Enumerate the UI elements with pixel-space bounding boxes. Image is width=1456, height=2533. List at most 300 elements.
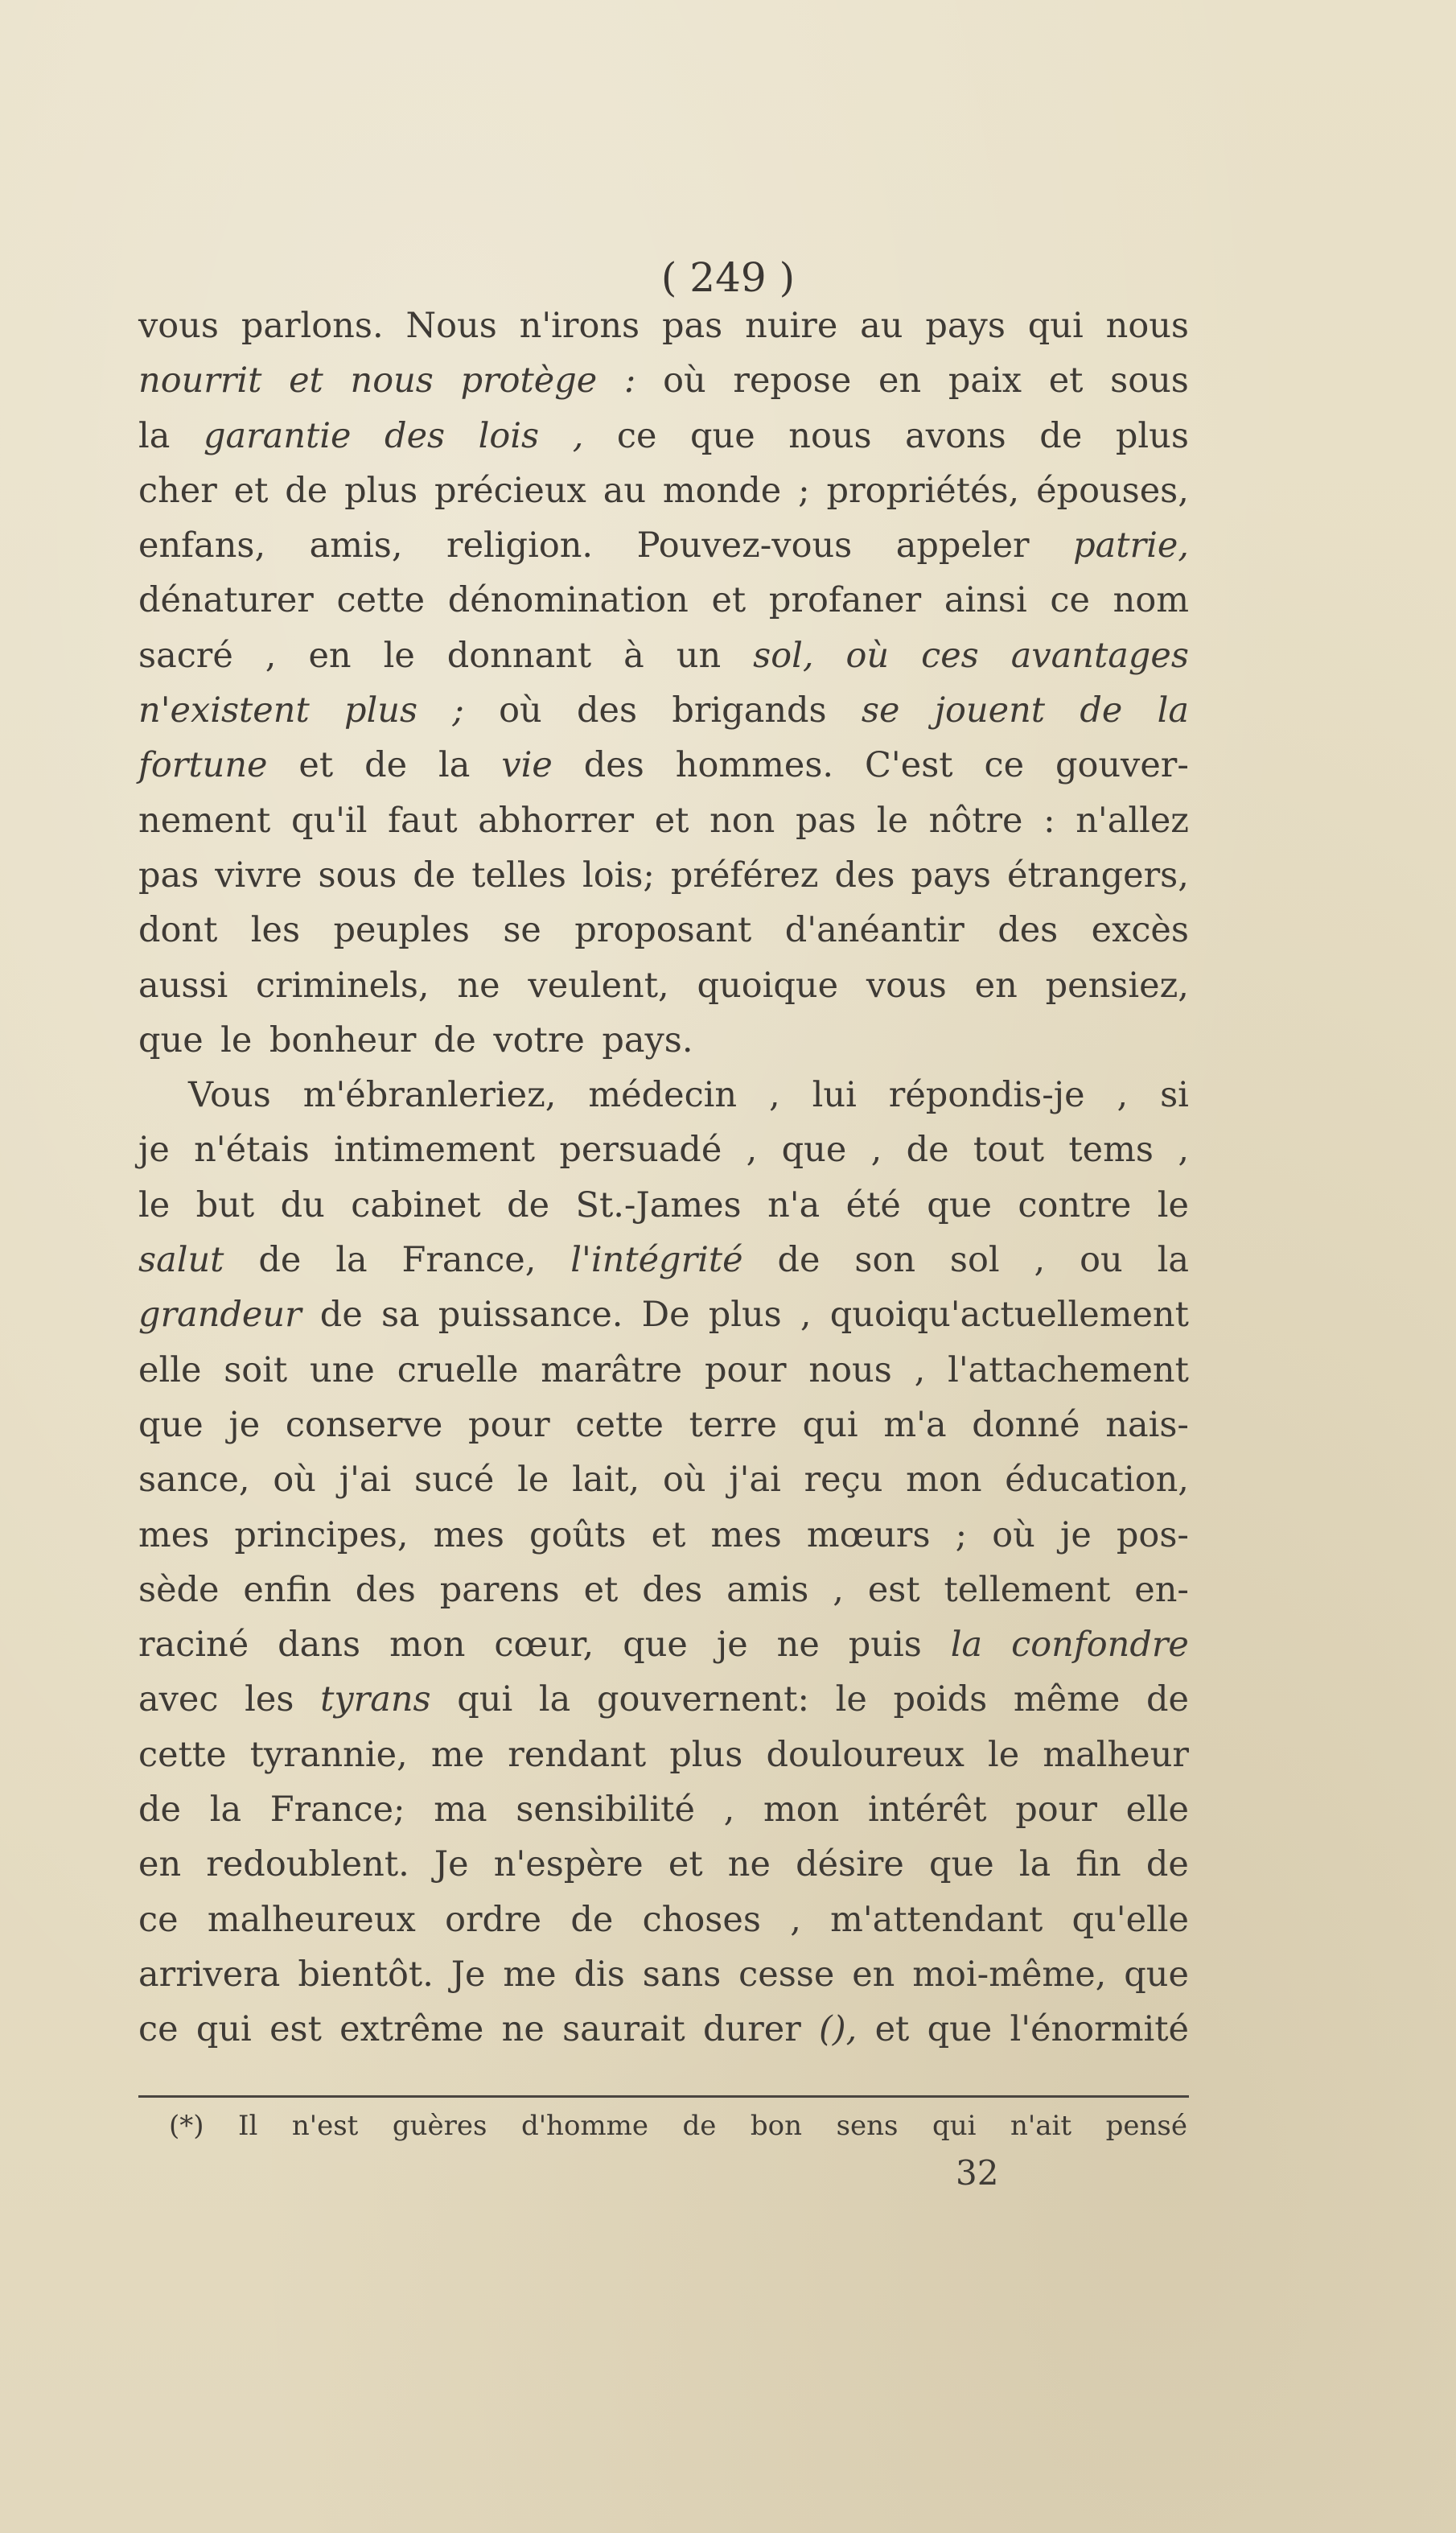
word: patrie, bbox=[1073, 525, 1189, 566]
word: dont bbox=[138, 910, 218, 951]
word: où bbox=[273, 1460, 316, 1501]
word: sance, bbox=[138, 1460, 250, 1501]
footnote-word: pensé bbox=[1105, 2110, 1187, 2142]
word: un bbox=[676, 635, 722, 676]
word: dis bbox=[574, 1954, 625, 1995]
word: parens bbox=[439, 1569, 560, 1610]
word: , bbox=[800, 1295, 812, 1336]
word: mœurs bbox=[806, 1514, 931, 1555]
word: de bbox=[570, 1899, 614, 1940]
word: les bbox=[250, 910, 301, 951]
word: plus bbox=[344, 690, 418, 731]
word: but bbox=[195, 1184, 255, 1225]
word: n'a bbox=[767, 1184, 821, 1225]
word: abhorrer bbox=[478, 800, 635, 841]
word: médecin bbox=[588, 1075, 738, 1116]
word: avec bbox=[138, 1679, 219, 1720]
footnote-word: n'ait bbox=[1010, 2110, 1072, 2142]
word: je bbox=[716, 1625, 748, 1666]
text-line bbox=[138, 745, 1189, 800]
word: plus bbox=[669, 1734, 743, 1775]
word: et bbox=[233, 470, 269, 511]
word: plus bbox=[1115, 415, 1189, 456]
word: se bbox=[861, 690, 900, 731]
word: le bbox=[876, 800, 908, 841]
word: qu'elle bbox=[1071, 1899, 1189, 1940]
word: cette bbox=[336, 580, 426, 621]
word: son bbox=[854, 1240, 916, 1281]
word: persuadé bbox=[559, 1130, 722, 1171]
word: une bbox=[310, 1349, 375, 1390]
word: goûts bbox=[529, 1514, 627, 1555]
word: ; bbox=[955, 1514, 968, 1555]
word: qui bbox=[1027, 306, 1084, 346]
word: excès bbox=[1091, 910, 1189, 951]
word: je bbox=[228, 1404, 261, 1445]
word: amis, bbox=[309, 525, 403, 566]
word: n'irons bbox=[519, 306, 640, 346]
word: que bbox=[138, 1019, 204, 1061]
word: de bbox=[285, 470, 328, 511]
word: nous bbox=[788, 415, 872, 456]
word: le bbox=[383, 635, 415, 676]
word: , bbox=[790, 1899, 801, 1940]
text-line bbox=[138, 1460, 1189, 1514]
word: où bbox=[845, 635, 890, 676]
word: vivre bbox=[215, 855, 302, 896]
word: que bbox=[781, 1130, 847, 1171]
word: cette bbox=[138, 1734, 227, 1775]
footnote-word: guères bbox=[392, 2110, 487, 2142]
text-line bbox=[138, 580, 1189, 635]
word: n'allez bbox=[1076, 800, 1189, 841]
word: la bbox=[1018, 1844, 1051, 1885]
word: douloureux bbox=[766, 1734, 964, 1775]
word: au bbox=[603, 470, 647, 511]
word: et bbox=[651, 1514, 686, 1555]
word: l'énormité bbox=[1010, 2009, 1189, 2050]
word: paix bbox=[948, 360, 1022, 402]
word: et bbox=[289, 360, 323, 402]
word: tyrans bbox=[320, 1679, 431, 1720]
word: telles bbox=[471, 855, 566, 896]
word: de bbox=[777, 1240, 821, 1281]
word: répondis-je bbox=[888, 1075, 1085, 1116]
word: me bbox=[430, 1734, 485, 1775]
word: ces bbox=[921, 635, 979, 676]
word: est bbox=[269, 2009, 322, 2050]
word: non bbox=[709, 800, 775, 841]
word: ma bbox=[434, 1790, 487, 1831]
word: nous bbox=[808, 1349, 892, 1390]
word: cette bbox=[575, 1404, 664, 1445]
text-line bbox=[138, 636, 1189, 690]
word: appeler bbox=[895, 525, 1030, 566]
text-line bbox=[138, 1240, 1189, 1295]
word: nom bbox=[1113, 580, 1189, 621]
word: lois bbox=[478, 415, 540, 456]
word: où bbox=[662, 1460, 706, 1501]
word: où bbox=[992, 1514, 1035, 1555]
word: de bbox=[319, 1295, 363, 1336]
word: (), bbox=[819, 2009, 858, 2050]
word: dans bbox=[278, 1625, 361, 1666]
word: mon bbox=[763, 1790, 840, 1831]
word: ce bbox=[1050, 580, 1090, 621]
word: du bbox=[280, 1184, 325, 1225]
word: tout bbox=[973, 1130, 1045, 1171]
text-line bbox=[138, 1020, 1189, 1075]
word: épouses, bbox=[1036, 470, 1189, 511]
word: ordre bbox=[445, 1899, 542, 1940]
word: parlons. bbox=[241, 306, 384, 346]
word: malheureux bbox=[207, 1899, 416, 1940]
word: , bbox=[1117, 1075, 1129, 1116]
word: et bbox=[711, 580, 747, 621]
word: choses bbox=[642, 1899, 761, 1940]
word: sol bbox=[949, 1240, 1000, 1281]
word: précieux bbox=[434, 470, 586, 511]
text-line bbox=[138, 1625, 1189, 1679]
word: n'étais bbox=[194, 1130, 310, 1171]
text-line bbox=[138, 910, 1189, 965]
word: de bbox=[433, 1019, 476, 1061]
text-line bbox=[138, 416, 1189, 471]
word: saurait bbox=[562, 2009, 685, 2050]
word: en bbox=[878, 360, 922, 402]
word: tellement bbox=[944, 1569, 1111, 1610]
word: durer bbox=[702, 2009, 801, 2050]
word: mes bbox=[710, 1514, 782, 1555]
word: pensiez, bbox=[1045, 965, 1189, 1006]
word: nuire bbox=[745, 306, 838, 346]
word: de bbox=[1039, 415, 1083, 456]
text-line bbox=[138, 1515, 1189, 1570]
word: de bbox=[1146, 1679, 1189, 1720]
footnote-word: bon bbox=[750, 2110, 803, 2142]
word: des bbox=[583, 745, 644, 786]
word: amis bbox=[726, 1569, 809, 1610]
word: nourrit bbox=[138, 360, 262, 402]
word: puissance. bbox=[438, 1295, 623, 1336]
word: poids bbox=[893, 1679, 988, 1720]
text-line bbox=[138, 360, 1189, 415]
word: puis bbox=[848, 1625, 922, 1666]
word: elle bbox=[138, 1349, 202, 1390]
word: été bbox=[845, 1184, 901, 1225]
text-line bbox=[138, 525, 1189, 580]
word: l'intégrité bbox=[570, 1240, 743, 1281]
word: sans bbox=[642, 1954, 722, 1995]
word: , bbox=[723, 1790, 735, 1831]
footnote-word: sens bbox=[836, 2110, 899, 2142]
word: Je bbox=[434, 1844, 469, 1885]
word: malheur bbox=[1043, 1734, 1189, 1775]
text-line bbox=[138, 306, 1189, 360]
word: : bbox=[1043, 800, 1055, 841]
word: nais- bbox=[1105, 1404, 1189, 1445]
footnote-word: Il bbox=[238, 2110, 258, 2142]
word: sucé bbox=[414, 1460, 495, 1501]
word: lait, bbox=[572, 1460, 640, 1501]
word: plus bbox=[708, 1295, 782, 1336]
word: qu'il bbox=[290, 800, 368, 841]
word: soit bbox=[224, 1349, 288, 1390]
body-text bbox=[138, 306, 1189, 2065]
word: Pouvez-vous bbox=[636, 525, 853, 566]
word: pas bbox=[795, 800, 857, 841]
word: qui bbox=[457, 1679, 513, 1720]
word: la bbox=[335, 1240, 368, 1281]
word: criminels, bbox=[256, 965, 430, 1006]
word: la bbox=[138, 415, 171, 456]
word: de bbox=[364, 745, 408, 786]
text-line bbox=[138, 1350, 1189, 1405]
word: faut bbox=[388, 800, 458, 841]
word: elle bbox=[1125, 1790, 1189, 1831]
word: le bbox=[1157, 1184, 1189, 1225]
word: m'attendant bbox=[830, 1899, 1043, 1940]
word: d'anéantir bbox=[784, 910, 964, 951]
word: de bbox=[1080, 690, 1123, 731]
page-number: ( 249 ) bbox=[660, 254, 796, 301]
text-line bbox=[138, 1735, 1189, 1790]
word: m'ébranleriez, bbox=[302, 1075, 557, 1116]
word: monde bbox=[662, 470, 782, 511]
word: éducation, bbox=[1005, 1460, 1189, 1501]
word: tems bbox=[1068, 1130, 1154, 1171]
word: ne bbox=[776, 1625, 820, 1666]
word: protège bbox=[460, 360, 598, 402]
word: moi-même, bbox=[912, 1954, 1107, 1995]
word: que bbox=[927, 1184, 992, 1225]
word: désire bbox=[796, 1844, 904, 1885]
word: mon bbox=[389, 1625, 466, 1666]
text-line bbox=[138, 1954, 1189, 2009]
word: quoiqu'actuellement bbox=[829, 1295, 1189, 1336]
word: se bbox=[503, 910, 541, 951]
word: la bbox=[538, 1679, 571, 1720]
word: nous bbox=[350, 360, 434, 402]
footnote-word: n'est bbox=[291, 2110, 359, 2142]
word: hommes. bbox=[675, 745, 834, 786]
word: sensibilité bbox=[516, 1790, 695, 1831]
word: bonheur bbox=[269, 1019, 417, 1061]
word: des bbox=[997, 910, 1059, 951]
word: que bbox=[1124, 1954, 1189, 1995]
text-line bbox=[138, 855, 1189, 910]
word: qui bbox=[195, 2009, 252, 2050]
word: à bbox=[623, 635, 644, 676]
footnote-word: de bbox=[682, 2110, 717, 2142]
word: et bbox=[1048, 360, 1084, 402]
word: sède bbox=[138, 1569, 220, 1610]
word: en- bbox=[1134, 1569, 1189, 1610]
text-line bbox=[138, 1075, 1189, 1130]
word: le bbox=[988, 1734, 1020, 1775]
word: Nous bbox=[405, 306, 497, 346]
word: le bbox=[517, 1460, 549, 1501]
word: ne bbox=[501, 2009, 545, 2050]
word: ne bbox=[457, 965, 500, 1006]
word: sa bbox=[380, 1295, 420, 1336]
text-line bbox=[138, 1900, 1189, 1954]
text-line bbox=[138, 966, 1189, 1020]
text-line bbox=[138, 801, 1189, 855]
word: proposant bbox=[574, 910, 752, 951]
word: pas bbox=[662, 306, 723, 346]
word: ; bbox=[798, 470, 810, 511]
word: bientôt. bbox=[298, 1954, 434, 1995]
word: peuples bbox=[333, 910, 470, 951]
word: confondre bbox=[1011, 1625, 1189, 1666]
word: en bbox=[852, 1954, 895, 1995]
word: reçu bbox=[804, 1460, 883, 1501]
word: que bbox=[929, 1844, 994, 1885]
word: , bbox=[870, 1130, 882, 1171]
word: quoique bbox=[697, 965, 839, 1006]
text-line bbox=[138, 1130, 1189, 1184]
word: qui bbox=[802, 1404, 858, 1445]
word: religion. bbox=[446, 525, 594, 566]
word: n'existent bbox=[138, 690, 310, 731]
word: lui bbox=[812, 1075, 857, 1116]
word: pour bbox=[468, 1404, 550, 1445]
word: donnant bbox=[446, 635, 592, 676]
word: brigands bbox=[672, 690, 827, 731]
word: extrême bbox=[339, 2009, 484, 2050]
word: gouver- bbox=[1055, 745, 1189, 786]
word: en bbox=[974, 965, 1018, 1006]
footnote-word: qui bbox=[932, 2110, 977, 2142]
footnote bbox=[169, 2110, 1187, 2142]
word: j'ai bbox=[729, 1460, 781, 1501]
word: grandeur bbox=[138, 1295, 302, 1336]
text-line bbox=[138, 2009, 1189, 2064]
word: la bbox=[1157, 690, 1189, 731]
word: je bbox=[138, 1130, 170, 1171]
word: C'est bbox=[865, 745, 953, 786]
word: raciné bbox=[138, 1625, 249, 1666]
word: cesse bbox=[738, 1954, 835, 1995]
word: de bbox=[507, 1184, 550, 1225]
word: jouent bbox=[934, 690, 1046, 731]
word: de bbox=[413, 855, 456, 896]
word: mon bbox=[906, 1460, 982, 1501]
word: le bbox=[835, 1679, 867, 1720]
text-line bbox=[138, 1679, 1189, 1734]
word: conserve bbox=[285, 1404, 443, 1445]
word: ; bbox=[452, 690, 464, 731]
word: intérêt bbox=[868, 1790, 987, 1831]
word: où bbox=[499, 690, 542, 731]
word: des bbox=[355, 1569, 416, 1610]
word: des bbox=[642, 1569, 703, 1610]
word: principes, bbox=[234, 1514, 409, 1555]
word: fortune bbox=[138, 745, 268, 786]
word: ce bbox=[138, 2009, 179, 2050]
word: cruelle bbox=[397, 1349, 519, 1390]
word: m'a bbox=[883, 1404, 947, 1445]
word: le bbox=[220, 1019, 253, 1061]
word: nous bbox=[1105, 306, 1189, 346]
word: votre bbox=[493, 1019, 585, 1061]
word: sacré bbox=[138, 635, 233, 676]
word: me bbox=[503, 1954, 557, 1995]
word: pour bbox=[1015, 1790, 1097, 1831]
word: pays bbox=[925, 306, 1006, 346]
word: enfans, bbox=[138, 525, 266, 566]
word: ce bbox=[138, 1899, 179, 1940]
word: France; bbox=[269, 1790, 405, 1831]
word: que bbox=[138, 1404, 204, 1445]
word: ou bbox=[1080, 1240, 1123, 1281]
word: n'espère bbox=[493, 1844, 644, 1885]
word: et bbox=[298, 745, 334, 786]
word: , bbox=[769, 1075, 780, 1116]
word: les bbox=[245, 1679, 294, 1720]
word: mes bbox=[433, 1514, 504, 1555]
word: sous bbox=[1110, 360, 1189, 402]
word: dénomination bbox=[447, 580, 689, 621]
word: de bbox=[258, 1240, 302, 1281]
word: étrangers, bbox=[1006, 855, 1189, 896]
word: où bbox=[663, 360, 706, 402]
word: l'attachement bbox=[948, 1349, 1189, 1390]
word: pas bbox=[138, 855, 199, 896]
word: de bbox=[906, 1130, 949, 1171]
word: de bbox=[138, 1790, 181, 1831]
word: vous bbox=[138, 306, 219, 346]
word: , bbox=[572, 415, 584, 456]
word: lois; bbox=[582, 855, 655, 896]
word: De bbox=[641, 1295, 690, 1336]
word: la bbox=[209, 1790, 242, 1831]
word: ce bbox=[984, 745, 1025, 786]
word: , bbox=[1178, 1130, 1189, 1171]
word: terre bbox=[689, 1404, 777, 1445]
word: aussi bbox=[138, 965, 228, 1006]
word: cher bbox=[138, 470, 217, 511]
word: et bbox=[874, 2009, 910, 2050]
word: avons bbox=[905, 415, 1006, 456]
word: dénaturer bbox=[138, 580, 314, 621]
word: des bbox=[385, 415, 446, 456]
text-line bbox=[138, 1185, 1189, 1240]
word: marâtre bbox=[541, 1349, 683, 1390]
word: que bbox=[690, 415, 755, 456]
word: cœur, bbox=[494, 1625, 594, 1666]
word: ne bbox=[727, 1844, 771, 1885]
text-line bbox=[138, 471, 1189, 525]
word: pays. bbox=[602, 1019, 693, 1061]
word: préférez bbox=[670, 855, 819, 896]
word: au bbox=[860, 306, 903, 346]
word: , bbox=[914, 1349, 926, 1390]
word: : bbox=[623, 360, 636, 402]
word: nôtre bbox=[928, 800, 1023, 841]
word: , bbox=[265, 635, 277, 676]
word: rendant bbox=[508, 1734, 647, 1775]
word: garantie bbox=[203, 415, 352, 456]
word: Vous bbox=[188, 1075, 271, 1116]
word: j'ai bbox=[339, 1460, 392, 1501]
word: sol, bbox=[753, 635, 814, 676]
word: en bbox=[138, 1844, 182, 1885]
signature-mark: 32 bbox=[956, 2153, 999, 2193]
word: , bbox=[833, 1569, 844, 1610]
word: des bbox=[577, 690, 638, 731]
